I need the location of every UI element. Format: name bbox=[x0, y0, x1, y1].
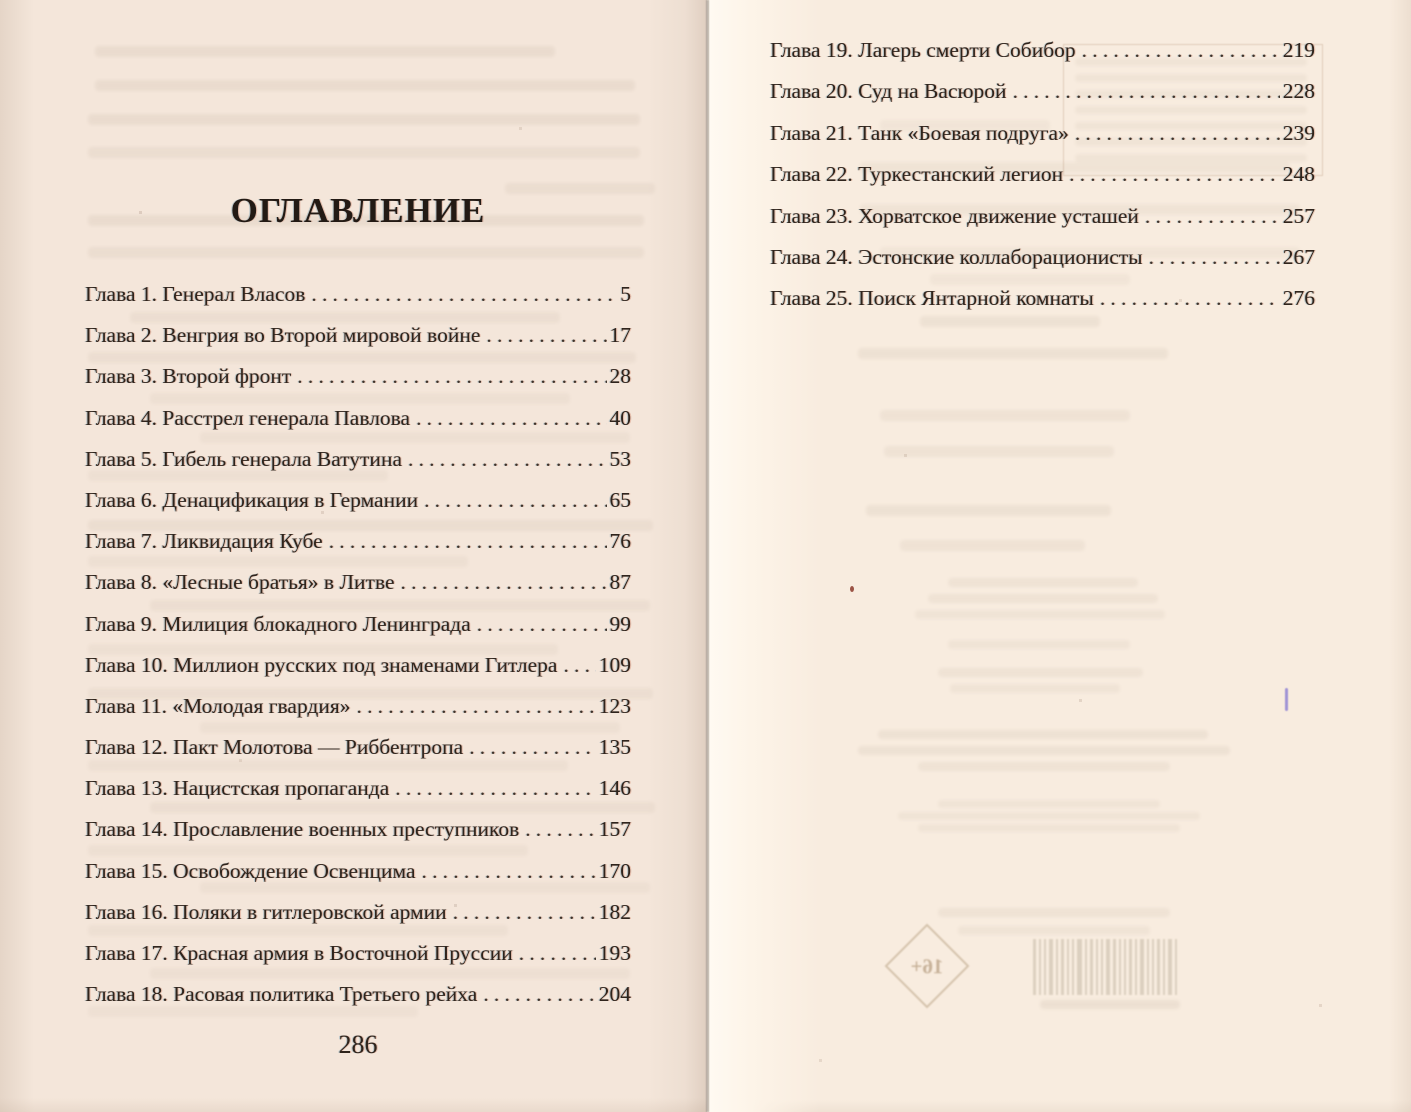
barcode-bar bbox=[1152, 939, 1154, 995]
barcode-bar bbox=[1147, 939, 1149, 995]
toc-entry bbox=[85, 899, 631, 940]
toc-entry-label: Глава 11. «Молодая гвардия» bbox=[85, 693, 351, 718]
toc-entry-page-number: 5 bbox=[620, 282, 631, 306]
toc-list-left bbox=[85, 281, 631, 1022]
toc-entry-page-number: 239 bbox=[1282, 120, 1315, 145]
page-gutter bbox=[706, 0, 709, 1112]
toc-entry-label: Глава 21. Танк «Боевая подруга» bbox=[770, 120, 1069, 145]
barcode-bar bbox=[1090, 939, 1093, 995]
barcode-bar bbox=[1113, 939, 1116, 995]
dot-leader bbox=[525, 816, 596, 843]
toc-entry bbox=[85, 693, 631, 734]
toc-entry-page-number: 257 bbox=[1282, 203, 1315, 228]
toc-entry-label: Глава 16. Поляки в гитлеровской армии bbox=[85, 899, 447, 924]
dot-leader bbox=[401, 569, 607, 596]
toc-entry-label: Глава 3. Второй фронт bbox=[85, 364, 292, 389]
dot-leader bbox=[563, 652, 595, 679]
toc-entry-label: Глава 7. Ликвидация Кубе bbox=[85, 529, 323, 554]
toc-entry-page-number: 87 bbox=[609, 570, 631, 595]
dot-leader bbox=[311, 281, 617, 308]
dot-leader bbox=[357, 693, 596, 720]
barcode-bar bbox=[1124, 939, 1126, 995]
toc-entry-label: Глава 19. Лагерь смерти Собибор bbox=[770, 38, 1076, 62]
dot-leader bbox=[1100, 285, 1280, 312]
toc-entry-page-number: 146 bbox=[598, 776, 631, 801]
pen-mark bbox=[1285, 688, 1288, 711]
toc-entry-label: Глава 10. Миллион русских под знаменами Гитлера bbox=[85, 652, 558, 677]
dot-leader bbox=[486, 322, 606, 349]
barcode-bar bbox=[1140, 939, 1144, 995]
toc-entry-page-number: 76 bbox=[609, 529, 631, 554]
barcode-bar bbox=[1168, 939, 1172, 995]
toc-entry bbox=[85, 940, 631, 981]
toc-entry-page-number: 53 bbox=[609, 446, 631, 471]
toc-entry-page-number: 109 bbox=[598, 652, 631, 677]
dot-leader bbox=[519, 940, 596, 967]
toc-entry-label: Глава 5. Гибель генерала Ватутина bbox=[85, 446, 402, 471]
toc-entry bbox=[85, 858, 631, 899]
dot-leader bbox=[1075, 120, 1280, 147]
barcode-bar bbox=[1085, 939, 1087, 995]
barcode-bar bbox=[1033, 939, 1036, 995]
barcode-bar bbox=[1077, 939, 1082, 995]
barcode-bar bbox=[1135, 939, 1137, 995]
toc-entry-page-number: 157 bbox=[598, 817, 631, 842]
toc-entry-label: Глава 2. Венгрия во Второй мировой войне bbox=[85, 323, 481, 348]
dot-leader bbox=[408, 446, 607, 473]
toc-entry bbox=[85, 816, 631, 857]
toc-entry-page-number: 28 bbox=[609, 364, 631, 389]
dot-leader bbox=[453, 899, 596, 926]
toc-entry-label: Глава 23. Хорватское движение усташей bbox=[770, 203, 1139, 228]
toc-entry-page-number: 248 bbox=[1282, 162, 1315, 187]
toc-entry-page-number: 182 bbox=[598, 899, 631, 924]
barcode-bar bbox=[1056, 939, 1058, 995]
toc-entry-label: Глава 13. Нацистская пропаганда bbox=[85, 776, 390, 801]
folio-page-number: 286 bbox=[338, 1030, 378, 1059]
barcode-bar bbox=[1096, 939, 1098, 995]
barcode-bar bbox=[1072, 939, 1074, 995]
barcode-bar bbox=[1119, 939, 1121, 995]
toc-entry bbox=[85, 405, 631, 446]
toc-entry bbox=[85, 775, 631, 816]
dot-leader bbox=[416, 405, 606, 432]
toc-entry-label: Глава 15. Освобождение Освенцима bbox=[85, 858, 416, 883]
toc-entry bbox=[85, 322, 631, 363]
barcode-bar bbox=[1101, 939, 1103, 995]
dot-leader bbox=[1013, 78, 1280, 105]
barcode-bar bbox=[1061, 939, 1064, 995]
barcode-bar bbox=[1067, 939, 1069, 995]
toc-entry-page-number: 135 bbox=[598, 735, 631, 760]
toc-entry-page-number: 40 bbox=[609, 405, 631, 430]
toc-entry-label: Глава 6. Денацификация в Германии bbox=[85, 487, 419, 512]
dot-leader bbox=[477, 611, 607, 638]
toc-entry bbox=[770, 244, 1315, 285]
toc-entry bbox=[770, 120, 1315, 161]
toc-entry bbox=[85, 363, 631, 404]
toc-entry-label: Глава 8. «Лесные братья» в Литве bbox=[85, 570, 395, 595]
toc-entry-page-number: 17 bbox=[609, 323, 631, 348]
barcode-bar bbox=[1039, 939, 1041, 995]
toc-entry-label: Глава 9. Милиция блокадного Ленинграда bbox=[85, 611, 471, 636]
toc-entry bbox=[85, 528, 631, 569]
toc-entry bbox=[85, 281, 631, 322]
toc-entry-page-number: 99 bbox=[609, 611, 631, 636]
toc-entry-label: Глава 4. Расстрел генерала Павлова bbox=[85, 405, 411, 430]
toc-entry bbox=[770, 37, 1315, 78]
toc-entry bbox=[85, 446, 631, 487]
barcode-bar bbox=[1049, 939, 1053, 995]
barcode-bar bbox=[1157, 939, 1160, 995]
toc-list-right bbox=[770, 37, 1315, 327]
toc-entry bbox=[85, 652, 631, 693]
toc-entry bbox=[85, 981, 631, 1022]
toc-entry bbox=[770, 161, 1315, 202]
age-rating-label: 16+ bbox=[910, 953, 944, 978]
toc-entry-page-number: 204 bbox=[598, 982, 631, 1007]
toc-entry-page-number: 123 bbox=[598, 693, 631, 718]
dot-leader bbox=[424, 487, 606, 514]
toc-entry-page-number: 228 bbox=[1282, 79, 1315, 104]
toc-entry-page-number: 219 bbox=[1282, 38, 1315, 62]
toc-entry-page-number: 65 bbox=[609, 487, 631, 512]
toc-entry-page-number: 276 bbox=[1282, 286, 1315, 311]
toc-entry-label: Глава 1. Генерал Власов bbox=[85, 282, 306, 306]
toc-entry-label: Глава 20. Суд на Васюрой bbox=[770, 79, 1007, 104]
dot-leader bbox=[329, 528, 607, 555]
toc-entry-page-number: 193 bbox=[598, 941, 631, 965]
dot-leader bbox=[1149, 244, 1280, 271]
dot-leader bbox=[469, 734, 596, 761]
dot-leader bbox=[1069, 161, 1280, 188]
barcode-bar bbox=[1175, 939, 1177, 995]
ink-speck bbox=[850, 586, 854, 592]
dot-leader bbox=[483, 981, 595, 1008]
toc-entry-page-number: 267 bbox=[1282, 244, 1315, 269]
bleedthrough-barcode bbox=[1033, 939, 1185, 995]
toc-entry-label: Глава 12. Пакт Молотова — Риббентропа bbox=[85, 735, 464, 760]
toc-entry-label: Глава 25. Поиск Янтарной комнаты bbox=[770, 286, 1094, 311]
toc-entry-label: Глава 18. Расовая политика Третьего рейха bbox=[85, 982, 478, 1007]
dot-leader bbox=[422, 858, 596, 885]
toc-entry bbox=[85, 487, 631, 528]
dot-leader bbox=[1082, 37, 1280, 64]
dot-leader bbox=[1145, 203, 1280, 230]
dot-leader bbox=[395, 775, 595, 802]
toc-entry bbox=[85, 611, 631, 652]
toc-entry bbox=[85, 569, 631, 610]
toc-entry-page-number: 170 bbox=[598, 858, 631, 883]
toc-entry bbox=[85, 734, 631, 775]
toc-entry-label: Глава 24. Эстонские коллаборационисты bbox=[770, 244, 1143, 269]
toc-entry bbox=[770, 203, 1315, 244]
toc-entry bbox=[770, 78, 1315, 119]
barcode-bar bbox=[1106, 939, 1110, 995]
toc-entry-label: Глава 17. Красная армия в Восточной Пруссии bbox=[85, 941, 513, 965]
toc-entry-label: Глава 22. Туркестанский легион bbox=[770, 162, 1064, 187]
toc-title: ОГЛАВЛЕНИЕ bbox=[230, 191, 486, 231]
toc-entry-label: Глава 14. Прославление военных преступников bbox=[85, 817, 520, 842]
barcode-bar bbox=[1163, 939, 1165, 995]
barcode-bar bbox=[1129, 939, 1132, 995]
dot-leader bbox=[297, 363, 606, 390]
barcode-bar bbox=[1044, 939, 1046, 995]
toc-entry bbox=[770, 285, 1315, 326]
